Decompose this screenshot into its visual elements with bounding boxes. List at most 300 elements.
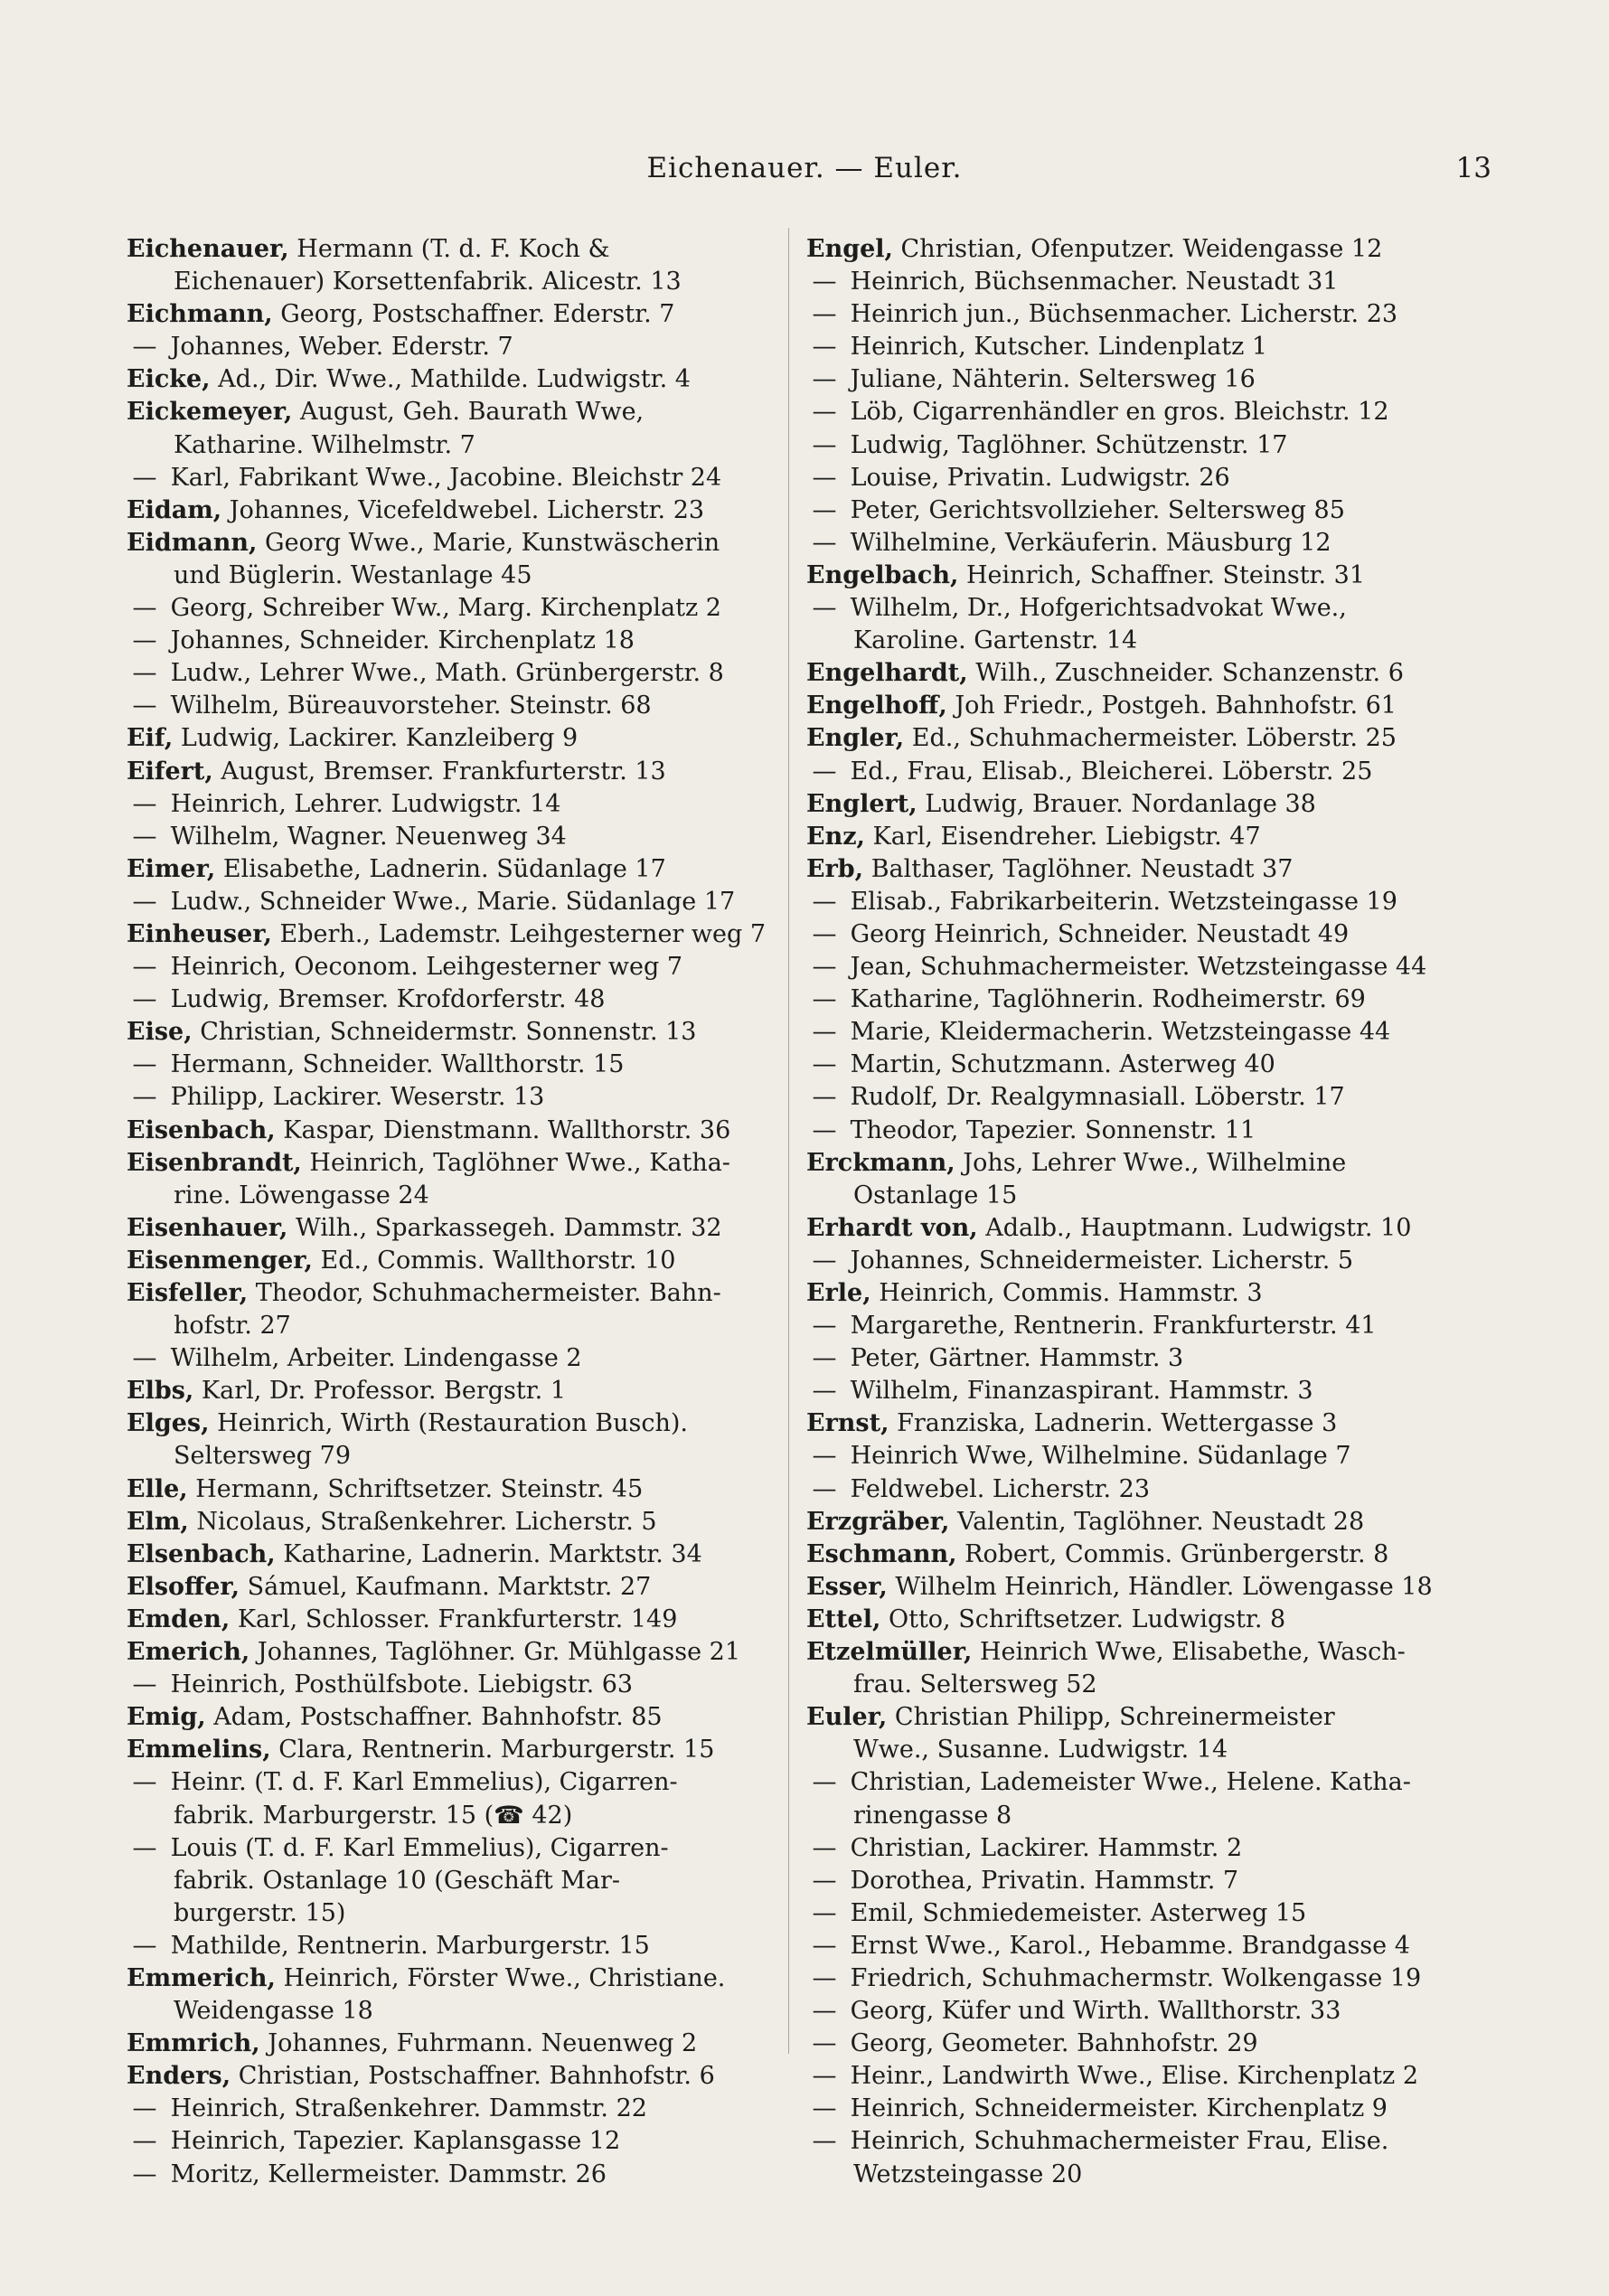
entry-text: Heinrich, Förster Wwe., Christiane. [283,1963,726,1992]
entry-surname: Engel, [806,235,893,263]
entry-first-line [127,1049,777,1081]
entry-surname: Eif, [127,724,174,753]
entry-dash: — [132,953,157,982]
directory-entry [806,1766,1457,1831]
entry-dash: — [812,268,837,296]
directory-entry [127,625,777,657]
entry-surname: Emerich, [127,1638,250,1667]
entry-text: Jean, Schuhmachermeister. Wetzsteingasse 44 [850,953,1427,982]
entry-text: Heinrich, Lehrer. Ludwigstr. 14 [170,789,561,818]
entry-text: Hermann, Schneider. Wallthorstr. 15 [170,1050,625,1079]
entry-first-line [806,886,1457,918]
entry-first-line [806,1245,1457,1277]
entry-first-line [127,2060,777,2093]
entry-text: Christian, Lademeister Wwe., Helene. Katha- [850,1768,1411,1797]
entry-text: Heinrich jun., Büchsenmacher. Licherstr. 23 [850,300,1398,329]
entry-dash: — [812,365,837,394]
entry-text: Christian, Lackirer. Hammstr. 2 [850,1833,1243,1862]
entry-dash: — [812,1083,837,1112]
entry-continuation: frau. Seltersweg 52 [853,1670,1097,1699]
directory-entry [127,1115,777,1147]
entry-dash: — [132,463,157,492]
entry-dash: — [132,333,157,362]
entry-surname: Ettel, [806,1604,881,1633]
entry-text: Louis (T. d. F. Karl Emmelius), Cigarren- [170,1833,669,1862]
entry-text: Wilhelm, Büreauvorsteher. Steinstr. 68 [170,692,652,720]
directory-entry [127,494,777,527]
entry-surname: Eisenmenger, [127,1246,313,1275]
entry-first-line [806,560,1457,592]
directory-entry [127,951,777,983]
entry-first-line [127,886,777,918]
directory-entry [806,1604,1457,1636]
entry-first-line [806,396,1457,428]
entry-text: Sámuel, Kaufmann. Marktstr. 27 [247,1572,652,1601]
entry-first-line [127,853,777,886]
entry-text: Georg, Schreiber Ww., Marg. Kirchenplatz 2 [170,594,721,623]
directory-entry [127,1147,777,1212]
directory-entry [806,494,1457,527]
entry-continuation: Karoline. Gartenstr. 14 [853,626,1138,655]
entry-first-line [127,592,777,625]
entry-text: Ed., Frau, Elisab., Bleicherei. Löberstr. 25 [850,757,1373,786]
entry-first-line [127,1407,777,1440]
entry-text: Ludwig, Brauer. Nordanlage 38 [925,789,1316,818]
entry-text: Ludwig, Lackirer. Kanzleiberg 9 [180,724,579,753]
directory-entry [127,592,777,625]
entry-first-line [127,363,777,396]
entry-dash: — [812,495,837,524]
directory-entry [806,722,1457,755]
entry-dash: — [812,1768,837,1797]
entry-dash: — [812,1246,837,1275]
entry-text: Karl, Schlosser. Frankfurterstr. 149 [237,1604,678,1633]
entry-surname: Elle, [127,1474,188,1503]
entry-dash: — [132,2160,157,2188]
entry-first-line [806,1147,1457,1180]
entry-dash: — [812,2127,837,2156]
entry-surname: Eisenhauer, [127,1213,288,1242]
entry-text: Wilhelm, Finanzaspirant. Hammstr. 3 [850,1377,1313,1406]
entry-first-line [806,1375,1457,1407]
entry-dash: — [812,1344,837,1373]
entry-first-line [127,396,777,428]
entry-first-line [127,2093,777,2125]
entry-text: Christian, Ofenputzer. Weidengasse 12 [900,235,1383,263]
directory-entry [806,1081,1457,1114]
entry-surname: Eimer, [127,854,216,883]
entry-surname: Eichenauer, [127,235,289,263]
directory-entry [806,2028,1457,2060]
entry-text: Wilhelm, Wagner. Neuenweg 34 [170,822,567,851]
entry-first-line [127,1147,777,1180]
directory-entry [127,821,777,853]
entry-text: Adam, Postschaffner. Bahnhofstr. 85 [213,1703,663,1732]
entry-first-line [127,1375,777,1407]
entry-surname: Esser, [806,1572,888,1601]
entry-first-line [127,1734,777,1766]
directory-entry [806,821,1457,853]
entry-text: Wilhelmine, Verkäuferin. Mäusburg 12 [850,528,1331,557]
directory-entry [806,657,1457,690]
entry-text: Hermann, Schriftsetzer. Steinstr. 45 [195,1474,644,1503]
directory-entry [127,1701,777,1734]
entry-text: Kaspar, Dienstmann. Wallthorstr. 36 [283,1115,731,1144]
entry-first-line [127,1115,777,1147]
directory-entry [127,853,777,886]
directory-entry [806,1440,1457,1473]
entry-continuation: und Büglerin. Westanlage 45 [174,560,532,589]
directory-entry [127,1962,777,2028]
directory-entry [806,2060,1457,2093]
entry-first-line [806,1701,1457,1734]
directory-entry [127,756,777,788]
entry-first-line [127,1766,777,1799]
directory-entry [806,462,1457,494]
entry-first-line [806,788,1457,821]
entry-first-line [127,1212,777,1245]
entry-surname: Etzelmüller, [806,1638,973,1667]
entry-first-line [127,298,777,331]
directory-entry [806,918,1457,951]
entry-dash: — [132,692,157,720]
entry-surname: Eichmann, [127,300,273,329]
entry-dash: — [812,333,837,362]
directory-entry [806,233,1457,266]
entry-text: Feldwebel. Licherstr. 23 [850,1474,1151,1503]
directory-entry [806,1049,1457,1081]
entry-surname: Emden, [127,1604,231,1633]
entry-text: Löb, Cigarrenhändler en gros. Bleichstr. 12 [850,398,1389,427]
entry-text: Heinrich, Kutscher. Lindenplatz 1 [850,333,1268,362]
running-head-title: Eichenauer. — Euler. [646,152,963,184]
entry-text: Ludwig, Bremser. Krofdorferstr. 48 [170,985,606,1014]
directory-entry [806,1506,1457,1539]
entry-first-line [806,1310,1457,1342]
directory-entry [127,1734,777,1766]
directory-entry [806,1930,1457,1962]
entry-continuation: Weidengasse 18 [174,1997,373,2026]
entry-dash: — [132,2094,157,2123]
directory-entry [127,363,777,396]
entry-dash: — [132,1670,157,1699]
entry-dash: — [132,789,157,818]
entry-surname: Emmerich, [127,1963,276,1992]
entry-first-line [127,331,777,363]
entry-surname: Englert, [806,789,917,818]
entry-first-line [127,1962,777,1995]
entry-dash: — [132,1931,157,1960]
entry-surname: Einheuser, [127,919,272,948]
entry-continuation: Seltersweg 79 [174,1442,352,1471]
directory-entry [806,1995,1457,2028]
entry-first-line [127,1342,777,1375]
directory-entry [806,1245,1457,1277]
entry-first-line [806,298,1457,331]
directory-entry [806,1571,1457,1604]
entry-first-line [806,1049,1457,1081]
entry-first-line [127,1604,777,1636]
entry-text: Emil, Schmiedemeister. Asterweg 15 [850,1898,1307,1927]
entry-dash: — [812,887,837,916]
entry-text: Heinrich Wwe, Wilhelmine. Südanlage 7 [850,1442,1351,1471]
entry-continuation: fabrik. Marburgerstr. 15 (☎ 42) [174,1801,573,1830]
entry-first-line [127,1930,777,1962]
entry-first-line [806,1081,1457,1114]
entry-dash: — [812,1377,837,1406]
entry-dash: — [812,528,837,557]
entry-first-line [127,1636,777,1669]
entry-surname: Eschmann, [806,1539,957,1568]
entry-first-line [806,853,1457,886]
entry-surname: Emmrich, [127,2029,260,2058]
directory-entry [127,1930,777,1962]
entry-text: Ed., Schuhmachermeister. Löberstr. 25 [911,724,1397,753]
entry-text: Robert, Commis. Grünbergerstr. 8 [964,1539,1389,1568]
entry-text: Dorothea, Privatin. Hammstr. 7 [850,1866,1239,1895]
entry-text: Christian Philipp, Schreinermeister [894,1703,1335,1732]
entry-dash: — [812,1312,837,1341]
entry-text: Katharine, Ladnerin. Marktstr. 34 [283,1539,702,1568]
directory-entry [127,1277,777,1342]
entry-text: Georg, Postschaffner. Ederstr. 7 [280,300,675,329]
entry-continuation: Ostanlage 15 [853,1181,1018,1209]
entry-first-line [127,494,777,527]
entry-continuation: rinengasse 8 [853,1801,1012,1830]
entry-dash: — [812,1050,837,1079]
entry-dash: — [132,822,157,851]
entry-text: Karl, Eisendreher. Liebigstr. 47 [872,822,1261,851]
directory-entry [806,886,1457,918]
directory-entry [806,983,1457,1016]
entry-text: Heinrich, Taglöhner Wwe., Katha- [309,1148,730,1177]
entry-text: Heinr., Landwirth Wwe., Elise. Kirchenplatz 2 [850,2062,1419,2091]
entry-first-line [127,1571,777,1604]
entry-surname: Emmelins, [127,1736,271,1764]
entry-surname: Eisenbach, [127,1115,276,1144]
entry-first-line [806,429,1457,462]
directory-entry [127,1669,777,1701]
directory-entry [127,1245,777,1277]
directory-entry [127,722,777,755]
entry-first-line [127,657,777,690]
entry-surname: Elm, [127,1507,189,1536]
entry-first-line [127,788,777,821]
entry-first-line [806,2060,1457,2093]
entry-dash: — [812,463,837,492]
entry-text: Karl, Dr. Professor. Bergstr. 1 [201,1377,567,1406]
directory-entry [127,788,777,821]
entry-dash: — [132,1833,157,1862]
entry-first-line [127,1506,777,1539]
entry-text: Friedrich, Schuhmachermstr. Wolkengasse 19 [850,1963,1422,1992]
entry-text: Johannes, Schneidermeister. Licherstr. 5 [850,1246,1354,1275]
entry-surname: Eise, [127,1018,193,1047]
entry-continuation: Wetzsteingasse 20 [853,2160,1083,2188]
entry-surname: Elbs, [127,1377,194,1406]
entry-continuation: rine. Löwengasse 24 [174,1181,429,1209]
entry-text: Katharine, Taglöhnerin. Rodheimerstr. 69 [850,985,1366,1014]
entry-text: Margarethe, Rentnerin. Frankfurterstr. 41 [850,1312,1377,1341]
entry-continuation: burgerstr. 15) [174,1898,346,1927]
directory-entry [806,298,1457,331]
directory-entry [806,1962,1457,1995]
entry-first-line [806,1212,1457,1245]
directory-entry [127,1539,777,1571]
entry-dash: — [812,300,837,329]
entry-text: Marie, Kleidermacherin. Wetzsteingasse 44 [850,1018,1391,1047]
entry-first-line [806,1766,1457,1799]
entry-first-line [806,1440,1457,1473]
entry-first-line [806,462,1457,494]
entry-first-line [127,233,777,266]
directory-entry [127,1049,777,1081]
entry-first-line [806,756,1457,788]
entry-surname: Eickemeyer, [127,398,293,427]
directory-entry [806,560,1457,592]
entry-text: Ad., Dir. Wwe., Mathilde. Ludwigstr. 4 [218,365,691,394]
left-column [127,233,777,2191]
directory-entry [127,1766,777,1831]
directory-entry [806,331,1457,363]
directory-entry [127,1571,777,1604]
entry-dash: — [812,919,837,948]
entry-dash: — [132,985,157,1014]
entry-dash: — [132,887,157,916]
directory-entry [806,1407,1457,1440]
entry-text: Karl, Fabrikant Wwe., Jacobine. Bleichstr 24 [170,463,722,492]
entry-first-line [806,1865,1457,1897]
entry-dash: — [812,953,837,982]
entry-dash: — [812,1018,837,1047]
entry-text: Wilhelm, Arbeiter. Lindengasse 2 [170,1344,582,1373]
entry-text: Heinrich, Schneidermeister. Kirchenplatz 9 [850,2094,1388,2123]
entry-dash: — [812,594,837,623]
entry-text: Ed., Commis. Wallthorstr. 10 [320,1246,676,1275]
entry-text: Johannes, Taglöhner. Gr. Mühlgasse 21 [257,1638,741,1667]
directory-entry [806,527,1457,560]
entry-text: Heinrich Wwe, Elisabethe, Wasch- [979,1638,1406,1667]
entry-first-line [127,1081,777,1114]
entry-text: August, Bremser. Frankfurterstr. 13 [221,757,666,786]
entry-dash: — [812,398,837,427]
entry-text: Georg Wwe., Marie, Kunstwäscherin [265,528,720,557]
entry-first-line [806,1604,1457,1636]
entry-text: Elisabethe, Ladnerin. Südanlage 17 [222,854,666,883]
entry-first-line [806,1407,1457,1440]
directory-entry [127,1832,777,1930]
entry-surname: Erckmann, [806,1148,955,1177]
directory-entry [806,1375,1457,1407]
entry-text: Adalb., Hauptmann. Ludwigstr. 10 [985,1213,1412,1242]
entry-text: Peter, Gärtner. Hammstr. 3 [850,1344,1184,1373]
entry-first-line [806,1506,1457,1539]
entry-first-line [806,1342,1457,1375]
entry-dash: — [812,1474,837,1503]
entry-first-line [127,1473,777,1506]
directory-entry [806,1342,1457,1375]
entry-text: Heinrich, Commis. Hammstr. 3 [879,1279,1263,1307]
directory-entry [806,1147,1457,1212]
entry-first-line [127,2028,777,2060]
directory-entry [806,429,1457,462]
entry-dash: — [812,2094,837,2123]
entry-first-line [806,821,1457,853]
entry-first-line [806,1962,1457,1995]
entry-surname: Euler, [806,1703,888,1732]
directory-entry [127,2028,777,2060]
entry-first-line [806,1636,1457,1669]
entry-text: Georg, Küfer und Wirth. Wallthorstr. 33 [850,1997,1341,2026]
directory-entry [806,853,1457,886]
directory-entry [127,331,777,363]
entry-first-line [127,918,777,951]
directory-entry [127,983,777,1016]
entry-dash: — [132,1050,157,1079]
entry-dash: — [132,594,157,623]
directory-entry [127,918,777,951]
entry-text: Martin, Schutzmann. Asterweg 40 [850,1050,1275,1079]
entry-first-line [806,1277,1457,1310]
entry-first-line [127,2125,777,2158]
entry-text: Wilh., Zuschneider. Schanzenstr. 6 [975,659,1404,688]
directory-entry [806,1310,1457,1342]
entry-first-line [806,363,1457,396]
entry-text: Christian, Schneidermstr. Sonnenstr. 13 [200,1018,697,1047]
directory-entry [806,2093,1457,2125]
directory-entry [806,1539,1457,1571]
directory-entry [127,657,777,690]
entry-first-line [806,1571,1457,1604]
entry-first-line [127,1832,777,1865]
entry-text: Nicolaus, Straßenkehrer. Licherstr. 5 [196,1507,657,1536]
entry-continuation: fabrik. Ostanlage 10 (Geschäft Mar- [174,1866,621,1895]
directory-entry [127,298,777,331]
entry-text: Wilhelm, Dr., Hofgerichtsadvokat Wwe., [850,594,1347,623]
entry-dash: — [132,659,157,688]
entry-first-line [806,233,1457,266]
entry-surname: Eisenbrandt, [127,1148,302,1177]
entry-text: Johannes, Schneider. Kirchenplatz 18 [170,626,635,655]
entry-text: Rudolf, Dr. Realgymnasiall. Löberstr. 17 [850,1083,1345,1112]
entry-text: Heinrich, Posthülfsbote. Liebigstr. 63 [170,1670,634,1699]
entry-text: Otto, Schriftsetzer. Ludwigstr. 8 [888,1604,1286,1633]
entry-text: Ludw., Schneider Wwe., Marie. Südanlage 17 [170,887,736,916]
directory-entry [127,690,777,722]
entry-first-line [127,983,777,1016]
entry-text: Balthaser, Taglöhner. Neustadt 37 [870,854,1294,883]
entry-first-line [806,1115,1457,1147]
entry-text: Wilhelm Heinrich, Händler. Löwengasse 18 [895,1572,1433,1601]
directory-entry [806,1701,1457,1766]
entry-dash: — [812,1442,837,1471]
directory-entry [806,788,1457,821]
entry-text: Johannes, Weber. Ederstr. 7 [170,333,513,362]
entry-dash: — [132,626,157,655]
entry-dash: — [812,1115,837,1144]
entry-first-line [127,1277,777,1310]
entry-text: August, Geh. Baurath Wwe, [300,398,645,427]
entry-dash: — [812,430,837,459]
directory-entry [127,1604,777,1636]
entry-first-line [127,1701,777,1734]
entry-dash: — [812,1931,837,1960]
directory-entry [127,1212,777,1245]
entry-first-line [806,2093,1457,2125]
page-number: 13 [1455,152,1491,184]
entry-dash: — [812,1898,837,1927]
entry-first-line [806,527,1457,560]
